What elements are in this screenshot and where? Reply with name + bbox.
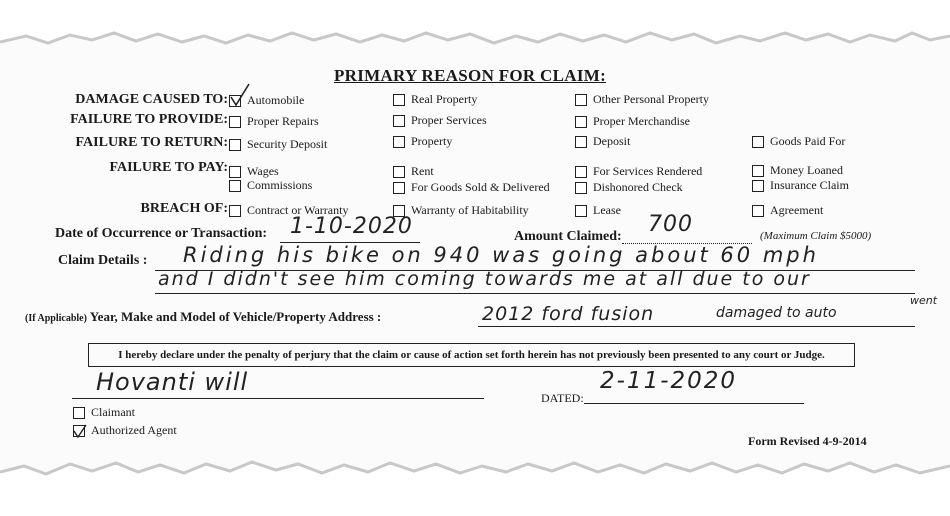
perjury-declaration: I hereby declare under the penalty of perjury that the claim or cause of action set forth herein has not previously been presented to any court or Judge. [88,343,855,367]
option-label: Rent [411,164,434,178]
option-label: Dishonored Check [593,180,683,194]
option-label: Insurance Claim [770,178,849,192]
form-revised-date: Form Revised 4-9-2014 [748,434,867,448]
option-goods-sold-delivered[interactable] [393,180,550,195]
label-vehicle-property: Year, Make and Model of Vehicle/Property Address : [89,309,382,324]
option-proper-services[interactable] [393,113,487,128]
option-dishonored-check[interactable] [575,180,683,195]
option-insurance-claim[interactable] [752,178,849,193]
form-title: PRIMARY REASON FOR CLAIM: [333,66,607,85]
checkbox[interactable] [393,94,405,106]
checkbox[interactable] [752,205,764,217]
option-label: Proper Services [411,113,487,127]
option-money-loaned[interactable] [752,163,843,178]
option-label: Real Property [411,92,478,106]
checkbox[interactable] [393,166,405,178]
label-claim-details: Claim Details : [58,253,148,268]
checkbox[interactable] [575,205,587,217]
checkbox[interactable] [73,407,85,419]
option-claimant[interactable] [73,405,135,420]
checkbox[interactable] [393,136,405,148]
amount-claimed-value[interactable]: 700 [648,212,693,237]
signature[interactable]: Hovanti will [96,368,249,396]
option-label: For Services Rendered [593,164,703,178]
checkbox[interactable] [229,139,241,151]
option-label: Authorized Agent [91,423,177,437]
option-label: Claimant [91,405,135,419]
option-label: Warranty of Habitability [411,203,529,217]
option-label: Contract or Warranty [247,203,349,217]
torn-top-edge [0,0,950,48]
option-label: Other Personal Property [593,92,709,106]
checkbox[interactable] [229,166,241,178]
option-deposit[interactable] [575,134,630,149]
checkbox[interactable] [229,205,241,217]
details-underline-2 [155,293,915,294]
vehicle-label-row [25,309,381,325]
if-applicable-note: (If Applicable) [25,313,87,324]
option-label: Goods Paid For [770,134,846,148]
label-date-of-occurrence: Date of Occurrence or Transaction: [55,226,268,241]
option-lease[interactable] [575,203,621,218]
option-other-personal-property[interactable] [575,92,709,107]
option-warranty-of-habitability[interactable] [393,203,529,218]
option-commissions[interactable] [229,178,312,193]
option-services-rendered[interactable] [575,164,702,179]
option-label: Security Deposit [247,137,328,151]
maximum-claim-note: (Maximum Claim $5000) [760,230,872,242]
option-goods-paid-for[interactable] [752,134,845,149]
label-failure-to-pay: FAILURE TO PAY: [109,160,228,175]
claim-details-line-2[interactable]: and I didn't see him coming towards me at all due to our [158,268,811,290]
label-dated: DATED: [541,391,584,405]
dated-value[interactable]: 2-11-2020 [600,368,738,394]
label-amount-claimed: Amount Claimed: [514,229,622,244]
checkbox[interactable] [752,136,764,148]
option-label: Property [411,134,453,148]
checkbox[interactable] [393,182,405,194]
dated-underline [584,403,804,404]
option-security-deposit[interactable] [229,137,327,152]
vehicle-value[interactable]: 2012 ford fusion [482,303,655,325]
checkbox[interactable] [393,115,405,127]
torn-bottom-edge [0,452,950,516]
option-wages[interactable] [229,164,279,179]
label-failure-to-provide: FAILURE TO PROVIDE: [70,112,228,127]
option-property[interactable] [393,134,452,149]
option-agreement[interactable] [752,203,823,218]
option-automobile[interactable] [229,93,304,108]
option-proper-repairs[interactable] [229,114,319,129]
option-proper-merchandise[interactable] [575,114,690,129]
option-authorized-agent[interactable] [73,423,177,438]
claim-details-margin-note: went [910,294,938,307]
vehicle-damage-note: damaged to auto [716,305,837,321]
option-label: Lease [593,203,621,217]
checkbox[interactable] [575,136,587,148]
checkbox-automobile-checked[interactable] [229,95,241,107]
option-label: Deposit [593,134,631,148]
vehicle-underline [478,326,915,327]
checkbox[interactable] [752,165,764,177]
option-label: Automobile [247,93,305,107]
checkbox[interactable] [752,180,764,192]
option-rent[interactable] [393,164,434,179]
claim-details-line-1[interactable]: Riding his bike on 940 was going about 60 mph [183,243,819,267]
option-label: For Goods Sold & Delivered [411,180,550,194]
option-label: Proper Merchandise [593,114,690,128]
signature-line [72,398,484,399]
option-label: Money Loaned [770,163,843,177]
checkbox-authorized-agent-checked[interactable] [73,425,85,437]
label-failure-to-return: FAILURE TO RETURN: [75,135,228,150]
option-label: Agreement [770,203,824,217]
checkbox[interactable] [575,94,587,106]
checkbox[interactable] [575,116,587,128]
checkmark-icon [72,423,88,439]
date-of-occurrence-value[interactable]: 1-10-2020 [290,214,413,239]
label-breach-of: BREACH OF: [140,201,228,216]
checkmark-icon [229,83,251,107]
checkbox[interactable] [229,116,241,128]
option-real-property[interactable] [393,92,477,107]
checkbox[interactable] [229,180,241,192]
label-damage-caused-to: DAMAGE CAUSED TO: [75,92,228,107]
option-label: Commissions [247,178,313,192]
checkbox[interactable] [575,166,587,178]
option-label: Wages [247,164,279,178]
checkbox[interactable] [575,182,587,194]
option-label: Proper Repairs [247,114,319,128]
